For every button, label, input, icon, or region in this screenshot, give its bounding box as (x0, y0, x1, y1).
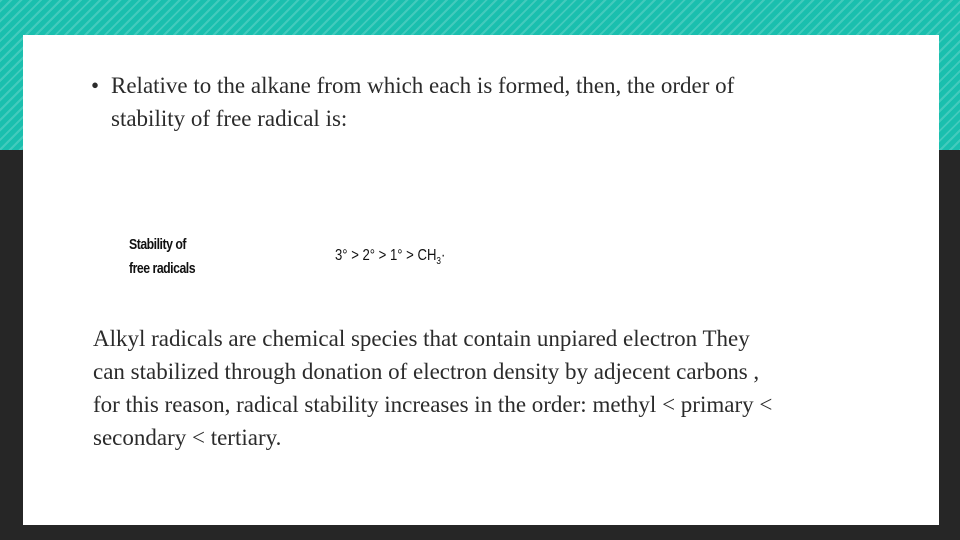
bullet-line-2: stability of free radical is: (111, 106, 348, 131)
formula-subscript: 3 (436, 256, 441, 268)
explanation-paragraph (93, 322, 903, 454)
paragraph-line-2: can stabilized through donation of electron density by adjecent carbons , (93, 359, 760, 384)
paragraph-line-4: secondary < tertiary. (93, 425, 282, 450)
stability-order-formula (335, 245, 445, 273)
formula-main: 3° > 2° > 1° > CH (335, 247, 437, 264)
formula-radical-dot: · (440, 247, 446, 264)
stability-figure-label (129, 233, 195, 281)
stability-label-line-2: free radicals (129, 260, 196, 277)
bullet-marker: • (91, 73, 100, 98)
stability-label-line-1: Stability of (129, 236, 186, 253)
bullet-point (91, 69, 871, 135)
paragraph-line-3: for this reason, radical stability increases in the order: methyl < primary < (93, 392, 773, 417)
bullet-line-1: Relative to the alkane from which each is formed, then, the order of (111, 73, 735, 98)
slide-card (23, 35, 939, 525)
paragraph-line-1: Alkyl radicals are chemical species that contain unpiared electron They (93, 326, 750, 351)
